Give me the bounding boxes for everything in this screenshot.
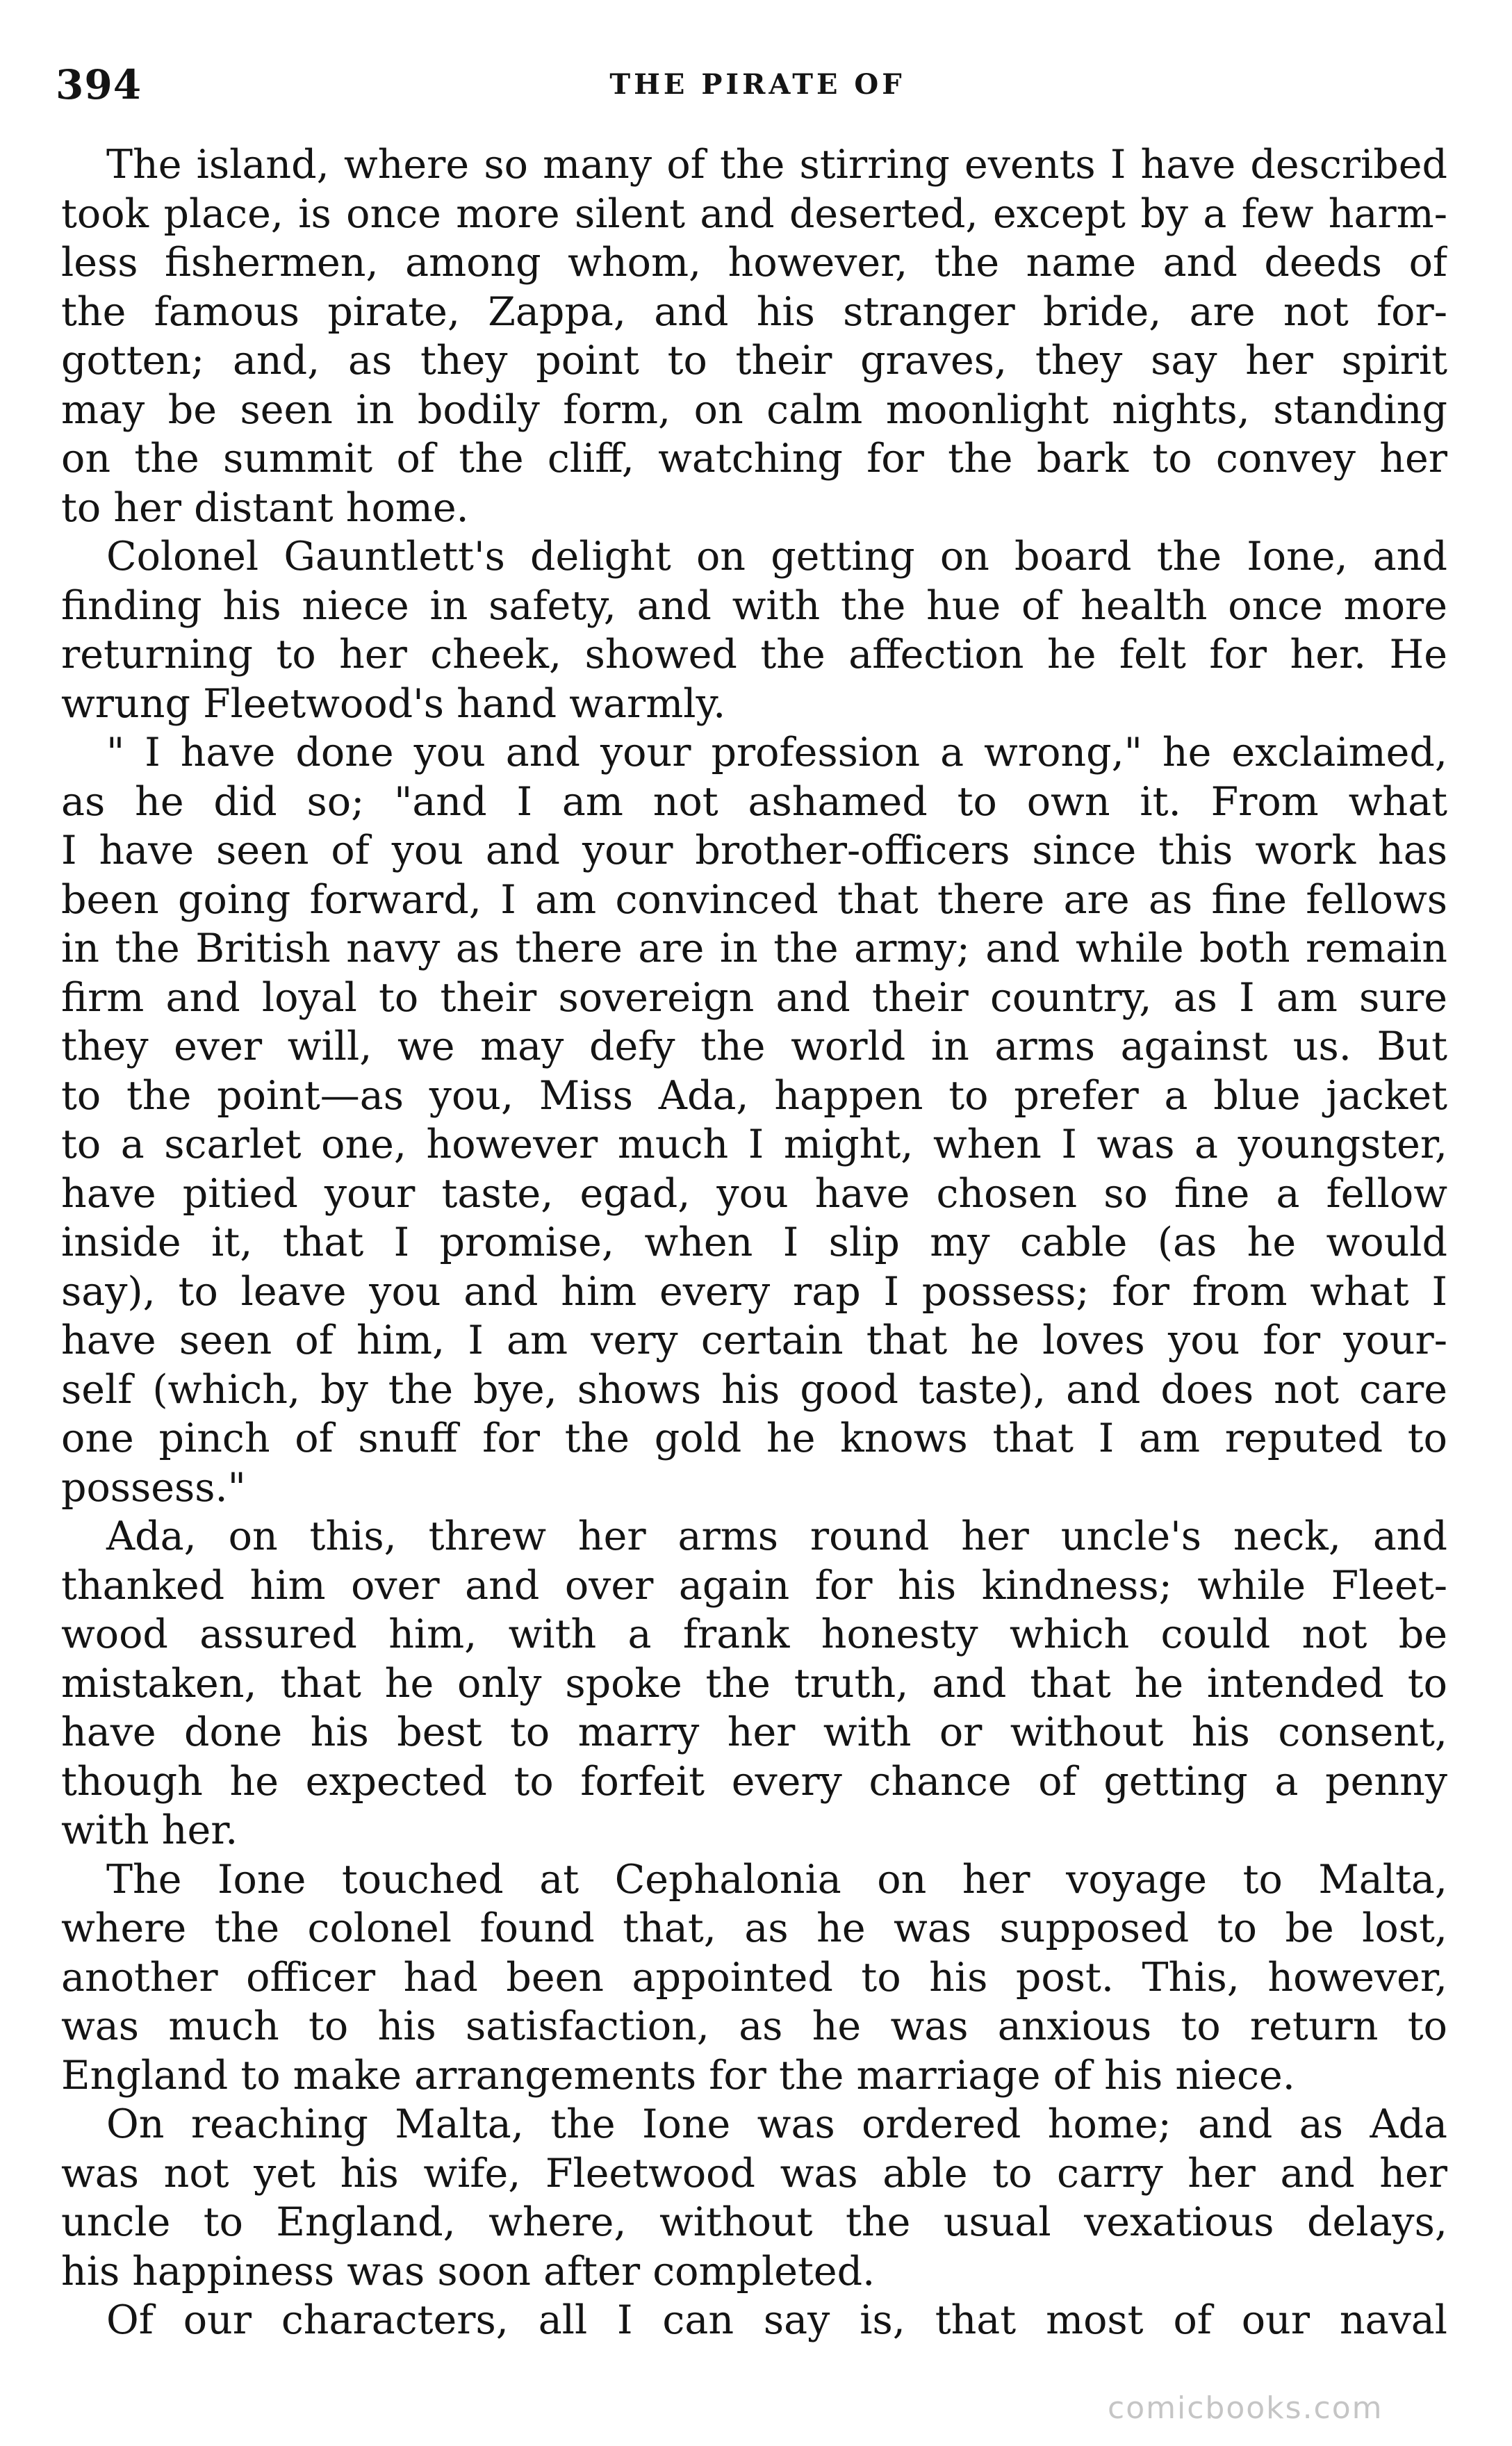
text-line: though he expected to forfeit every chance of getting a penny (61, 1758, 1447, 1805)
text-line: Ada, on this, threw her arms round her uncle's neck, and (106, 1513, 1447, 1559)
text-line: have done his best to marry her with or without his consent, (61, 1709, 1447, 1755)
text-line: where the colonel found that, as he was supposed to be lost, (61, 1905, 1447, 1951)
page-number: 394 (56, 61, 142, 108)
text-line: was much to his satisfaction, as he was anxious to return to (61, 2003, 1447, 2049)
text-line: England to make arrangements for the marriage of his niece. (61, 2052, 1295, 2099)
text-line: they ever will, we may defy the world in arms against us. But (61, 1024, 1447, 1069)
text-line: thanked him over and over again for his kindness; while Fleet- (61, 1562, 1447, 1609)
text-line: less fishermen, among whom, however, the name and deeds of (61, 240, 1447, 286)
running-head: THE PIRATE OF (609, 68, 905, 101)
text-line: inside it, that I promise, when I slip my cable (as he would (61, 1220, 1447, 1265)
body-text (61, 140, 1447, 2345)
text-line: to a scarlet one, however much I might, when I was a youngster, (61, 1122, 1447, 1167)
text-line: was not yet his wife, Fleetwood was able to carry her and her (61, 2150, 1447, 2197)
text-line: the famous pirate, Zappa, and his stranger bride, are not for- (61, 288, 1447, 335)
text-line: The Ione touched at Cephalonia on her voyage to Malta, (106, 1856, 1447, 1903)
text-line: took place, is once more silent and deserted, except by a few harm- (61, 190, 1447, 237)
text-line: Colonel Gauntlett's delight on getting on board the Ione, and (106, 534, 1447, 580)
text-line: Of our characters, all I can say is, that most of our naval (106, 2297, 1447, 2343)
text-line: finding his niece in safety, and with the hue of health once more (61, 582, 1447, 629)
text-line: have pitied your taste, egad, you have chosen so fine a fellow (61, 1170, 1447, 1217)
text-line: wrung Fleetwood's hand warmly. (61, 680, 726, 727)
text-line: have seen of him, I am very certain that he loves you for your- (61, 1318, 1447, 1363)
text-line: to the point—as you, Miss Ada, happen to prefer a blue jacket (61, 1072, 1447, 1119)
text-line: " I have done you and your profession a wrong," he exclaimed, (106, 730, 1447, 775)
text-line: his happiness was soon after completed. (61, 2248, 876, 2295)
text-line: possess." (61, 1464, 246, 1511)
text-line: I have seen of you and your brother-officers since this work has (61, 828, 1447, 873)
text-line: On reaching Malta, the Ione was ordered home; and as Ada (106, 2101, 1447, 2147)
text-line: self (which, by the bye, shows his good taste), and does not care (61, 1366, 1447, 1413)
text-line: to her distant home. (61, 484, 469, 531)
text-line: The island, where so many of the stirring events I have described (106, 142, 1447, 188)
text-line: with her. (61, 1807, 238, 1853)
text-line: as he did so; "and I am not ashamed to own it. From what (61, 778, 1447, 825)
page-header (56, 61, 1459, 117)
text-line: been going forward, I am convinced that there are as fine fellows (61, 876, 1447, 923)
text-line: uncle to England, where, without the usual vexatious delays, (61, 2199, 1447, 2245)
watermark: comicbooks.com (1108, 2390, 1383, 2426)
text-line: wood assured him, with a frank honesty which could not be (61, 1611, 1447, 1657)
text-line: may be seen in bodily form, on calm moonlight nights, standing (61, 386, 1447, 433)
text-line: another officer had been appointed to his post. This, however, (61, 1954, 1447, 2001)
text-line: mistaken, that he only spoke the truth, and that he intended to (61, 1660, 1447, 1707)
text-line: in the British navy as there are in the army; and while both remain (61, 926, 1447, 971)
text-line: one pinch of snuff for the gold he knows that I am reputed to (61, 1415, 1447, 1461)
text-line: gotten; and, as they point to their graves, they say her spirit (61, 338, 1447, 384)
text-line: on the summit of the cliff, watching for the bark to convey her (61, 436, 1447, 482)
text-line: returning to her cheek, showed the affection he felt for her. He (61, 632, 1447, 678)
text-line: say), to leave you and him every rap I possess; for from what I (61, 1268, 1447, 1315)
text-line: firm and loyal to their sovereign and their country, as I am sure (61, 974, 1447, 1021)
